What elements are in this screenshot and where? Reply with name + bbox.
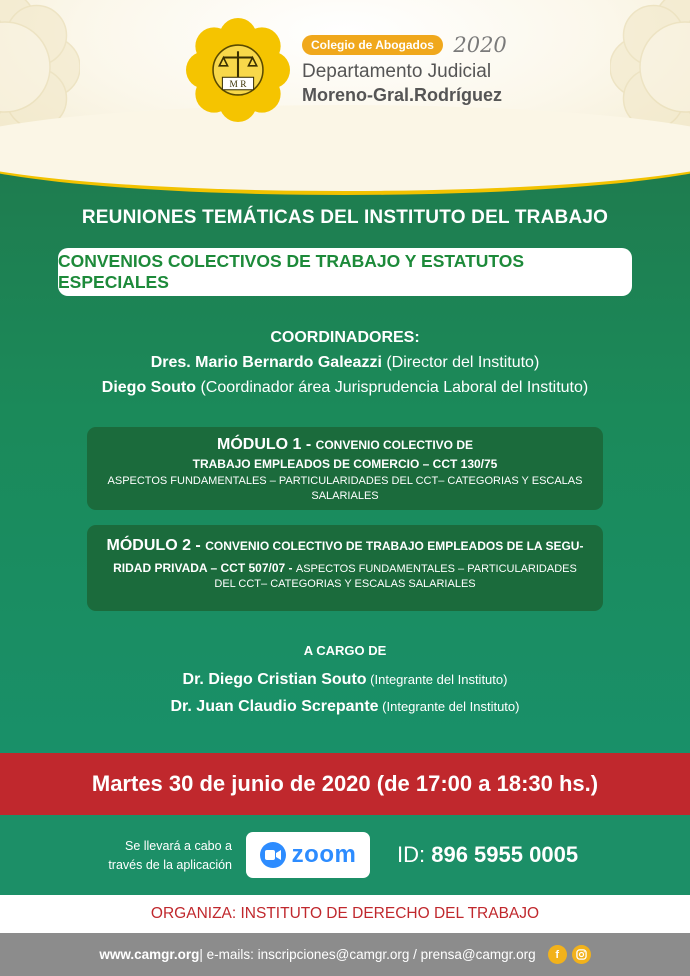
page-title: REUNIONES TEMÁTICAS DEL INSTITUTO DEL TRABAJO <box>81 207 609 228</box>
department-name: Departamento Judicial <box>302 61 492 82</box>
zoom-text-line: través de la aplicación <box>108 858 232 872</box>
logo-monogram: M R <box>229 80 247 91</box>
zoom-brand: zoom <box>291 841 357 868</box>
brand-tag: Colegio de Abogados <box>302 35 443 55</box>
date-banner <box>0 753 690 815</box>
speaker-name: Dr. Diego Cristian Souto <box>182 671 367 688</box>
colegio-logo-icon <box>186 18 290 122</box>
event-date: Martes 30 de junio de 2020 (de 17:00 a 18:30 hs.) <box>91 771 599 796</box>
speaker-role: (Integrante del Instituto) <box>378 699 520 714</box>
coordinator-role: (Coordinador área Jurisprudencia Laboral del Instituto) <box>196 379 589 396</box>
in-charge <box>0 643 690 720</box>
coordinators <box>0 325 690 400</box>
module-title: TRABAJO EMPLEADOS DE COMERCIO – CCT 130/75 <box>192 457 498 471</box>
module-label: MÓDULO 2 - <box>106 537 206 554</box>
brand-year: 2020 <box>453 33 507 57</box>
subtitle: CONVENIOS COLECTIVOS DE TRABAJO Y ESTATUTOS ESPECIALES <box>58 251 525 292</box>
coordinator-name: Diego Souto <box>101 379 196 396</box>
module-description: ASPECTOS FUNDAMENTALES – PARTICULARIDADES <box>295 563 577 575</box>
subtitle-box <box>58 248 632 296</box>
meeting-id <box>397 842 578 868</box>
module-title: CONVENIO COLECTIVO DE <box>315 438 474 452</box>
facebook-icon[interactable]: f <box>548 945 567 964</box>
module-2-box <box>87 525 603 611</box>
instagram-icon[interactable] <box>572 945 591 964</box>
zoom-row <box>0 815 690 895</box>
zoom-description <box>70 837 232 875</box>
brand-block <box>302 33 522 106</box>
module-1-box <box>87 427 603 510</box>
zoom-text-line: Se llevará a cabo a <box>124 839 232 853</box>
module-title: CONVENIO COLECTIVO DE TRABAJO EMPLEADOS DE LA SEGU- <box>205 539 584 553</box>
coordinator-role: (Director del Instituto) <box>381 354 540 371</box>
coordinator-name: Dres. Mario Bernardo Galeazzi <box>150 354 382 371</box>
module-title: RIDAD PRIVADA – CCT 507/07 - <box>113 561 296 575</box>
speaker-role: (Integrante del Instituto) <box>366 672 508 687</box>
coordinators-heading: COORDINADORES: <box>270 329 420 346</box>
meeting-id-label: ID: <box>397 842 432 867</box>
header-curve <box>0 105 690 195</box>
organizer: ORGANIZA: INSTITUTO DE DERECHO DEL TRABAJO <box>150 905 540 922</box>
footer <box>0 933 690 976</box>
in-charge-heading: A CARGO DE <box>303 643 387 658</box>
speaker-name: Dr. Juan Claudio Screpante <box>170 698 379 715</box>
module-description: ASPECTOS FUNDAMENTALES – PARTICULARIDADES DEL CCT– CATEGORIAS Y ESCALAS SALARIALES <box>107 475 583 502</box>
zoom-camera-icon <box>260 842 286 868</box>
organizer-bar <box>0 895 690 933</box>
department-place: Moreno-Gral.Rodríguez <box>302 85 503 105</box>
module-description: DEL CCT– CATEGORIAS Y ESCALAS SALARIALES <box>214 578 476 590</box>
website-link[interactable]: www.camgr.org <box>99 947 200 962</box>
meeting-id-value: 896 5955 0005 <box>431 842 579 867</box>
module-label: MÓDULO 1 - <box>216 436 316 453</box>
zoom-button[interactable] <box>246 832 370 878</box>
footer-emails[interactable]: | e-mails: inscripciones@camgr.org / prensa@camgr.org <box>199 947 536 962</box>
